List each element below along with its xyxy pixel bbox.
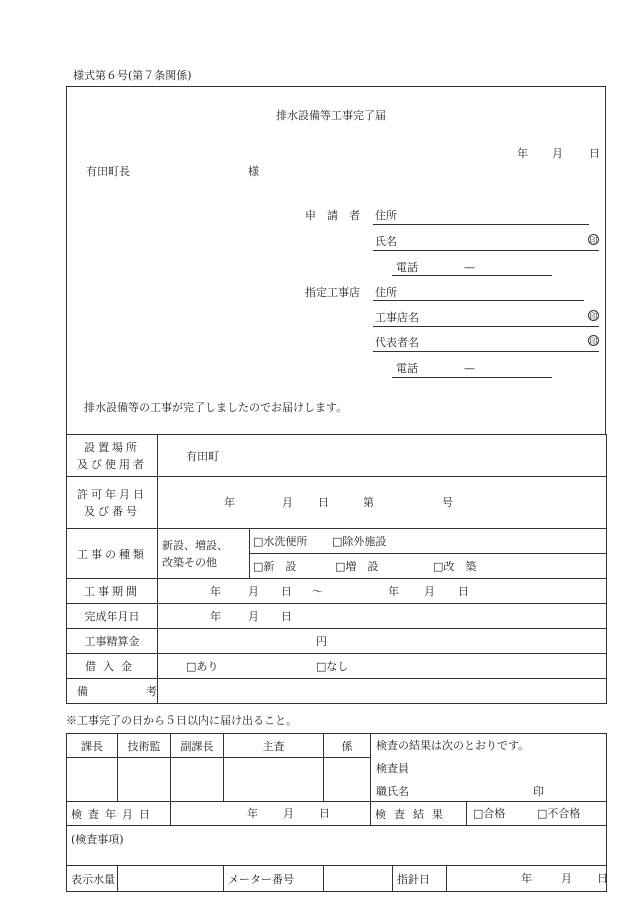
loan-value[interactable] xyxy=(158,654,607,679)
inspection-result-label: 検査結果 xyxy=(371,802,467,826)
inspection-items[interactable]: (検査事項) xyxy=(67,826,607,866)
inspection-date-label: 検査年月日 xyxy=(67,802,171,826)
inspection-date-value[interactable]: 年 月 日 xyxy=(171,802,371,826)
loan-yes-option[interactable]: □あり xyxy=(186,660,219,673)
remarks-label: 備考 xyxy=(67,679,158,704)
pass-option[interactable]: □合格 xyxy=(473,807,506,820)
header-main: 主査 xyxy=(224,734,324,758)
applicant-name-label: 氏名 xyxy=(375,235,397,248)
option-new[interactable]: □新 設 xyxy=(253,560,297,573)
stamp-chief[interactable] xyxy=(67,758,118,802)
work-details-table xyxy=(66,434,607,704)
contractor-rep-label: 代表者名 xyxy=(375,336,419,349)
index-date-label: 指針日 xyxy=(393,866,447,892)
loan-label: 借入金 xyxy=(67,654,158,679)
statement: 排水設備等の工事が完了しましたのでお届けします。 xyxy=(84,401,348,414)
inspection-result-box[interactable]: 検査の結果は次のとおりです。 検査員 職氏名 印 xyxy=(371,734,607,802)
stamp-vice[interactable] xyxy=(171,758,224,802)
header-chief: 課長 xyxy=(67,734,118,758)
office-use-table xyxy=(66,733,607,892)
stamp-main[interactable] xyxy=(224,758,324,802)
completion-label: 完成年月日 xyxy=(67,604,158,629)
stamp-tech[interactable] xyxy=(118,758,171,802)
stamp-staff[interactable] xyxy=(324,758,371,802)
form-number: 様式第６号(第７条関係) xyxy=(73,69,192,82)
work-type-row2[interactable] xyxy=(250,554,607,579)
meter-reading-label: 表示水量 xyxy=(67,866,118,892)
location-value[interactable]: 有田町 xyxy=(158,435,607,477)
permit-value[interactable]: 年 月 日 第 号 xyxy=(158,477,607,529)
contractor-label: 指定工事店 xyxy=(305,286,360,299)
option-rebuild[interactable]: □改 築 xyxy=(433,560,477,573)
contractor-shop-line[interactable] xyxy=(373,326,599,327)
contractor-phone-line[interactable] xyxy=(392,377,552,378)
permit-label: 許可年月日 及び番号 xyxy=(67,477,158,529)
option-add[interactable]: □増 設 xyxy=(335,560,379,573)
deadline-note: ※工事完了の日から５日以内に届け出ること。 xyxy=(66,714,297,727)
period-label: 工事期間 xyxy=(67,579,158,604)
option-exempt-facility[interactable]: □除外施設 xyxy=(332,535,387,548)
remarks-value[interactable] xyxy=(158,679,607,704)
applicant-seal-icon: 印 xyxy=(589,236,598,245)
contractor-shop-label: 工事店名 xyxy=(375,311,419,324)
header-tech: 技術監 xyxy=(118,734,171,758)
meter-number-label: メーター番号 xyxy=(224,866,324,892)
header-vice: 副課長 xyxy=(171,734,224,758)
applicant-name-line[interactable] xyxy=(373,250,599,251)
application-frame xyxy=(66,86,606,435)
applicant-phone-label: 電話 xyxy=(396,261,418,274)
applicant-phone-line[interactable] xyxy=(392,275,552,276)
inspection-result-value[interactable] xyxy=(467,802,607,826)
contractor-rep-seal-icon: 印 xyxy=(589,337,598,346)
option-flush-toilet[interactable]: □水洗便所 xyxy=(253,535,308,548)
applicant-address-label: 住所 xyxy=(375,209,397,222)
period-value[interactable]: 年 月 日 ～ 年 月 日 xyxy=(158,579,607,604)
contractor-address-label: 住所 xyxy=(375,286,397,299)
cost-value[interactable]: 円 xyxy=(158,629,607,654)
date-month: 月 xyxy=(552,147,563,160)
date-day: 日 xyxy=(589,147,600,160)
work-type-sub: 新設、増設、 改築その他 xyxy=(158,529,250,579)
location-label: 設置場所 及び使用者 xyxy=(67,435,158,477)
cost-label: 工事精算金 xyxy=(67,629,158,654)
completion-value[interactable]: 年 月 日 xyxy=(158,604,607,629)
header-staff: 係 xyxy=(324,734,371,758)
contractor-phone-label: 電話 xyxy=(396,362,418,375)
applicant-phone-dash: — xyxy=(464,261,475,274)
contractor-phone-dash: — xyxy=(464,362,475,375)
fail-option[interactable]: □不合格 xyxy=(537,807,581,820)
contractor-shop-seal-icon: 印 xyxy=(589,312,598,321)
form-title: 排水設備等工事完了届 xyxy=(276,109,386,122)
work-type-row1[interactable] xyxy=(250,529,607,554)
contractor-address-line[interactable] xyxy=(373,300,584,301)
applicant-address-line[interactable] xyxy=(373,224,589,225)
meter-reading-value[interactable] xyxy=(118,866,224,892)
index-date-value[interactable]: 年 月 日 xyxy=(447,866,607,892)
honorific: 様 xyxy=(248,165,259,178)
addressee: 有田町長 xyxy=(86,165,130,178)
contractor-rep-line[interactable] xyxy=(373,351,599,352)
date-year: 年 xyxy=(517,147,528,160)
loan-no-option[interactable]: □なし xyxy=(316,660,349,673)
work-type-label: 工事の種類 xyxy=(67,529,158,579)
meter-number-value[interactable] xyxy=(324,866,393,892)
applicant-label: 申 請 者 xyxy=(305,209,360,222)
